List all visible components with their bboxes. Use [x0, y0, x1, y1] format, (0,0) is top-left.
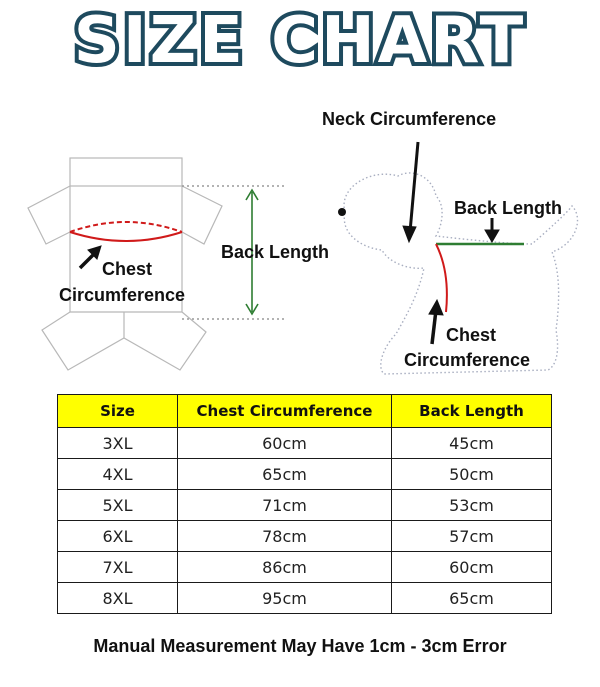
dog-nose-icon — [338, 208, 346, 216]
table-row — [58, 490, 552, 521]
right-chest-label-line2: Circumference — [404, 350, 531, 370]
page-title: SIZE CHART — [73, 4, 527, 78]
chest-cell: 71cm — [178, 490, 392, 521]
left-back-length-label: Back Length — [221, 242, 330, 262]
back-length-cell: 53cm — [392, 490, 552, 521]
right-chest-label-line1: Chest — [446, 325, 497, 345]
size-cell: 4XL — [58, 459, 178, 490]
neck-circumference-label: Neck Circumference — [322, 109, 497, 129]
back-length-cell: 50cm — [392, 459, 552, 490]
size-cell: 3XL — [58, 428, 178, 459]
table-row — [58, 428, 552, 459]
table-row — [58, 521, 552, 552]
shirt-right-sleeve — [182, 186, 222, 244]
back-length-pointer-icon — [485, 218, 499, 242]
back-length-cell: 45cm — [392, 428, 552, 459]
size-cell: 5XL — [58, 490, 178, 521]
header-size: Size — [58, 395, 178, 428]
chest-back-arc — [70, 222, 182, 232]
left-chest-label-line2: Circumference — [59, 285, 186, 305]
chest-cell: 65cm — [178, 459, 392, 490]
shirt-collar — [70, 158, 182, 186]
neck-pointer-icon — [403, 142, 418, 242]
chest-cell: 86cm — [178, 552, 392, 583]
back-length-cell: 65cm — [392, 583, 552, 614]
size-cell: 8XL — [58, 583, 178, 614]
left-chest-pointer-icon — [80, 246, 101, 268]
left-chest-label-line1: Chest — [102, 259, 153, 279]
left-chest-ellipse — [70, 222, 182, 241]
right-back-length-label: Back Length — [454, 198, 563, 218]
chest-cell: 78cm — [178, 521, 392, 552]
back-length-cell: 57cm — [392, 521, 552, 552]
size-cell: 6XL — [58, 521, 178, 552]
header-back-length: Back Length — [392, 395, 552, 428]
size-table — [57, 394, 552, 614]
chest-cell: 60cm — [178, 428, 392, 459]
table-row — [58, 583, 552, 614]
table-row — [58, 459, 552, 490]
header-chest-circumference: Chest Circumference — [178, 395, 392, 428]
shirt-left-sleeve — [28, 186, 70, 244]
chest-cell: 95cm — [178, 583, 392, 614]
table-header-row — [58, 395, 552, 428]
dog-chest-pointer-icon — [429, 300, 443, 344]
chest-front-arc — [70, 232, 182, 241]
size-cell: 7XL — [58, 552, 178, 583]
table-row — [58, 552, 552, 583]
measurement-error-note: Manual Measurement May Have 1cm - 3cm Error — [93, 636, 507, 656]
back-length-cell: 60cm — [392, 552, 552, 583]
